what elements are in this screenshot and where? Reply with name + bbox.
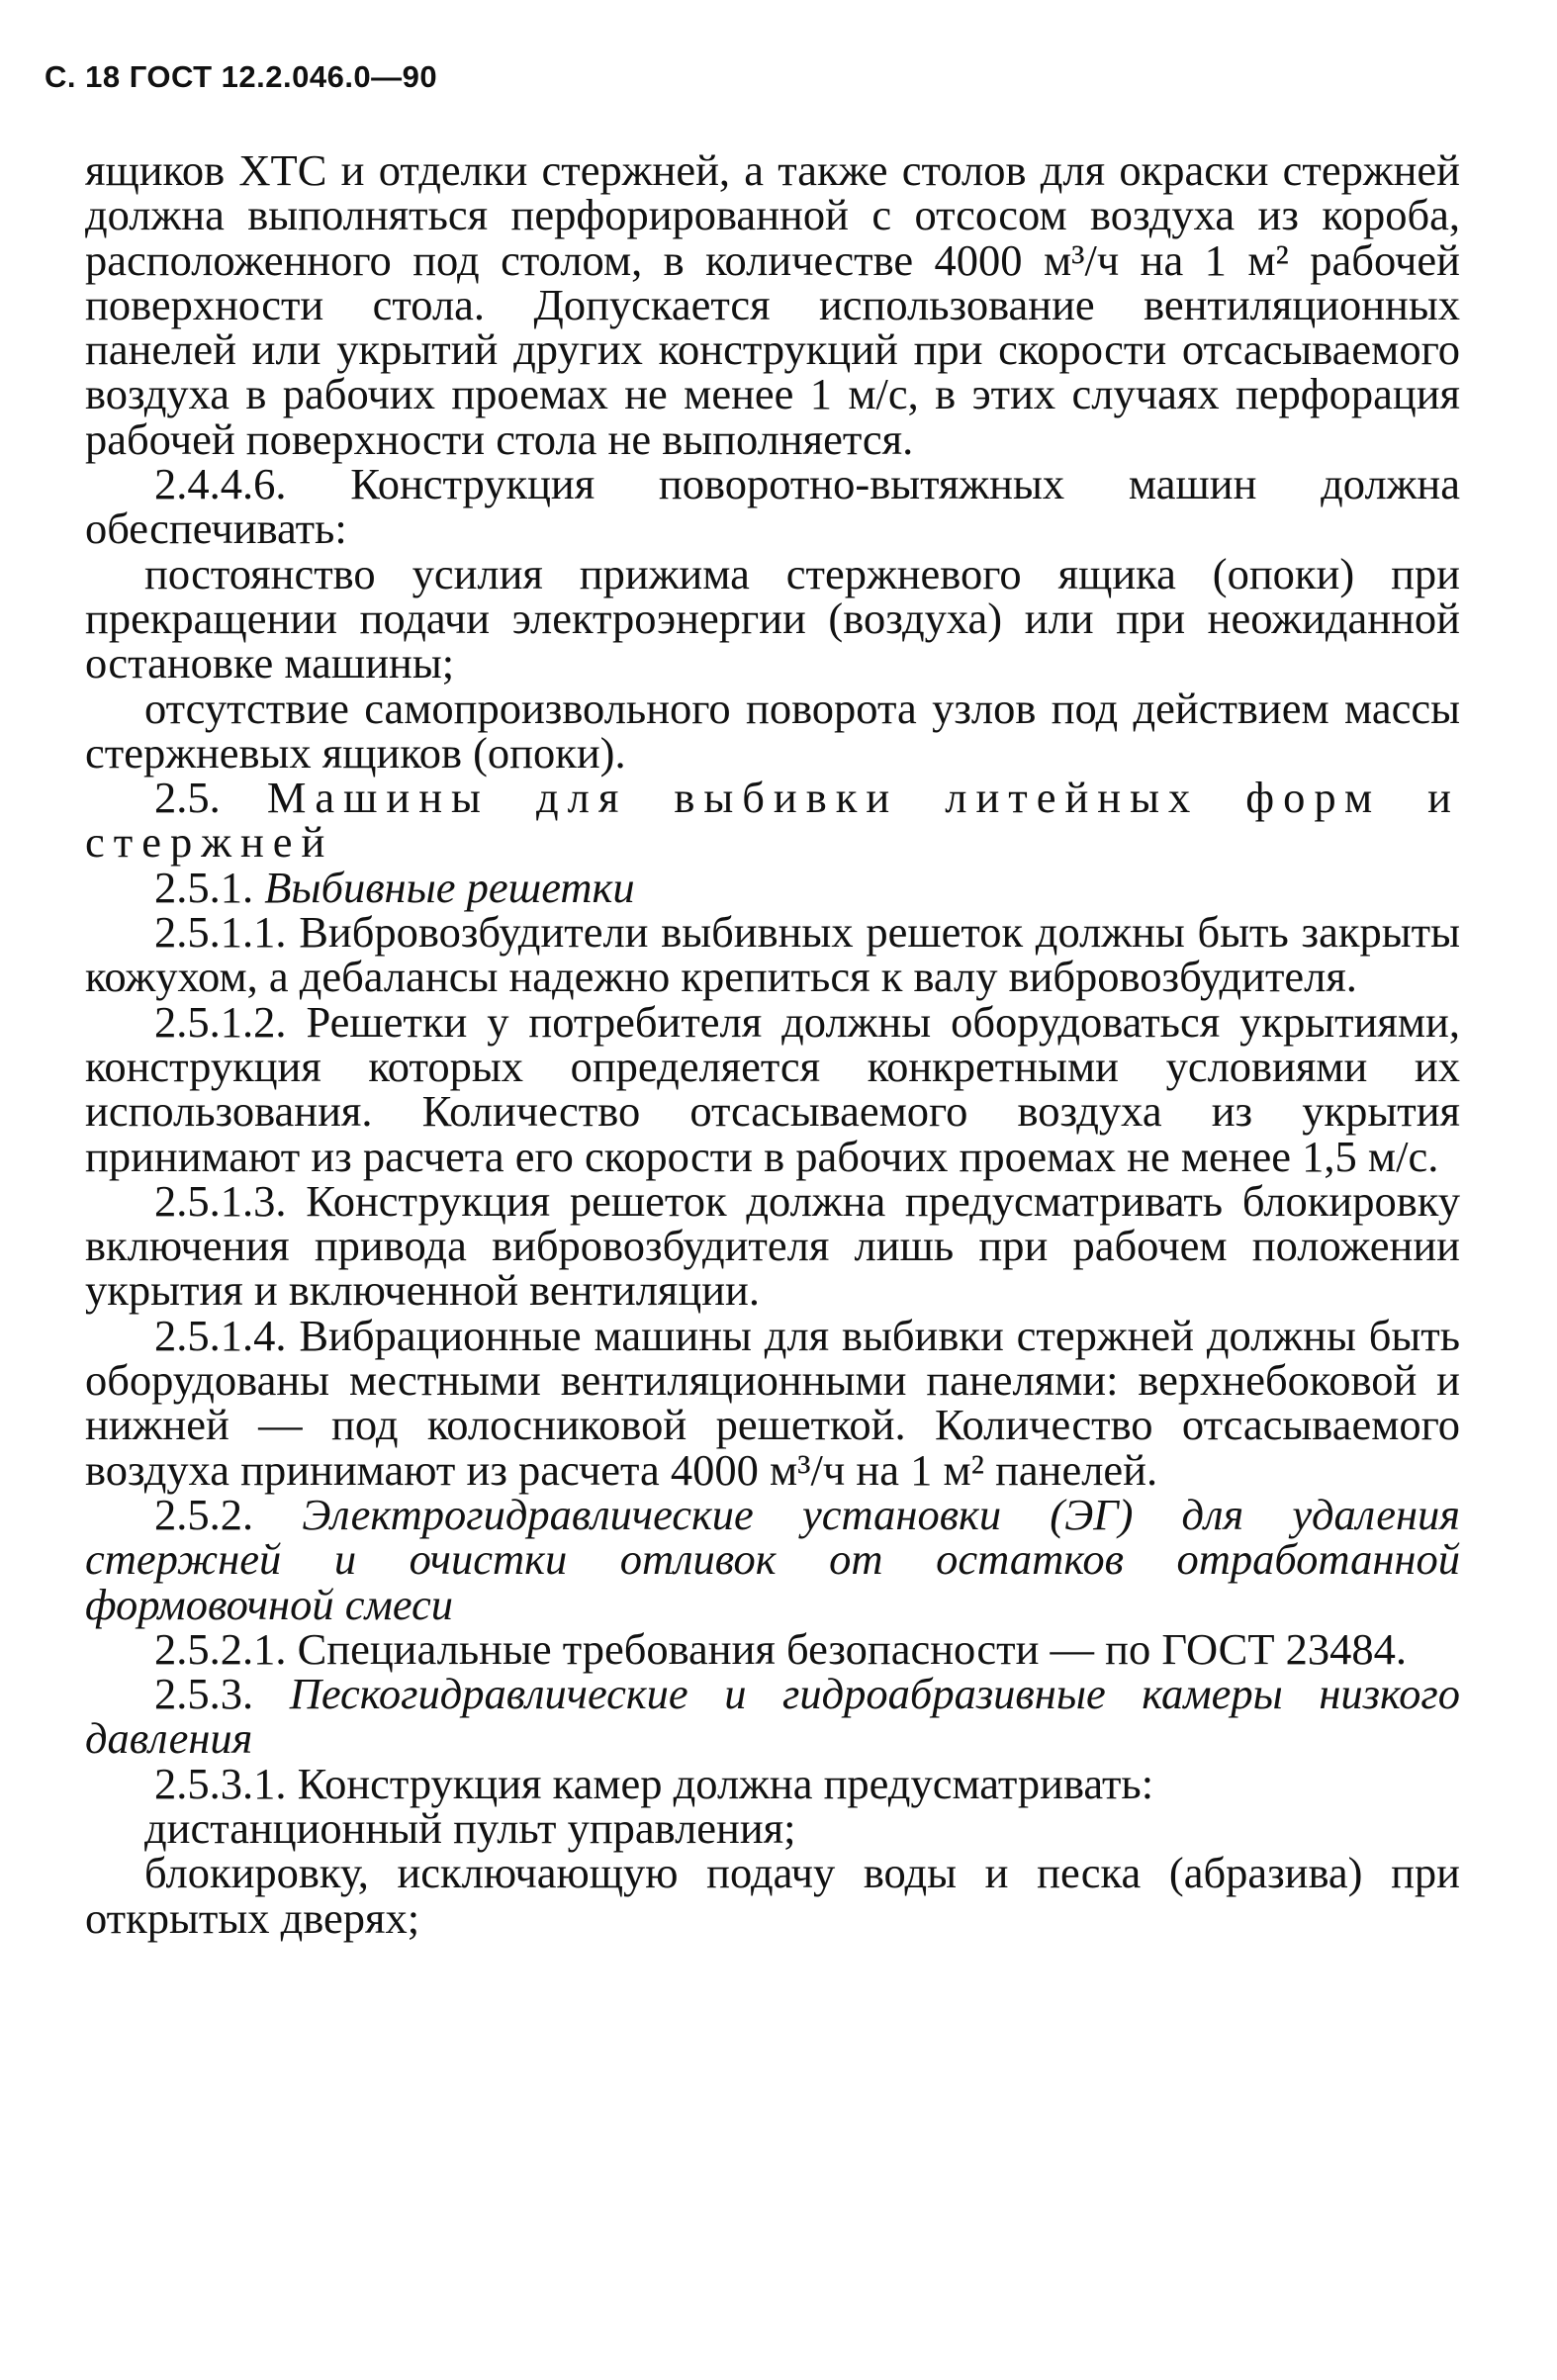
section-title: Выбивные решетки <box>264 862 635 912</box>
clause-2-5-1-4: 2.5.1.4. Вибрационные машины для выбивки стержней должны быть оборудованы местными вентиляционными панелями: верхнебоковой и нижней — под колосниковой решеткой. Количество отсасываемого воздуха принимают из расчета 4000 м³/ч на 1 м² панелей. <box>85 1310 1460 1495</box>
list-item: отсутствие самопроизвольного поворота узлов под действием массы стержневых ящиков (опоки). <box>85 683 1460 778</box>
list-item: блокировку, исключающую подачу воды и песка (абразива) при открытых дверях; <box>85 1848 1460 1943</box>
paragraph-continuation: ящиков ХТС и отделки стержней, а также столов для окраски стержней должна выполняться перфорированной с отсосом воздуха из короба, расположенного под столом, в количестве 4000 м³/ч на 1 м² рабочей поверхности стола. Допускается использование вентиляционных панелей или укрытий других конструкций при скорости отсасываемого воздуха в рабочих проемах не менее 1 м/с, в этих случаях перфорация рабочей поверхности стола не выполняется. <box>85 145 1460 464</box>
section-number: 2.5. <box>154 773 221 823</box>
section-number: 2.5.3. <box>154 1669 254 1719</box>
clause-2-4-4-6: 2.4.4.6. Конструкция поворотно-вытяжных машин должна обеспечивать: <box>85 459 1460 554</box>
section-title: Машины для выбивки литейных форм и стержней <box>85 773 1460 868</box>
section-title: Электрогидравлические установки (ЭГ) для удаления стержней и очистки отливок от остатков отработанной формовочной смеси <box>85 1489 1460 1629</box>
list-item: дистанционный пульт управления; <box>144 1802 796 1853</box>
section-number: 2.5.2. <box>154 1489 254 1539</box>
subsection-heading-2-5-2 <box>85 1489 1460 1629</box>
section-heading-2-5 <box>85 773 1460 868</box>
document-body <box>85 145 1461 1943</box>
clause-2-5-1-1: 2.5.1.1. Вибровозбудители выбивных решеток должны быть закрыты кожухом, а дебалансы надежно крепиться к валу вибровозбудителя. <box>85 907 1460 1002</box>
section-number: 2.5.1. <box>154 862 254 912</box>
list-item: постоянство усилия прижима стержневого ящика (опоки) при прекращении подачи электроэнергии (воздуха) или при неожиданной остановке машины; <box>85 548 1460 688</box>
clause-2-5-2-1: 2.5.2.1. Специальные требования безопасности — по ГОСТ 23484. <box>154 1623 1408 1674</box>
subsection-heading-2-5-3 <box>85 1669 1461 1764</box>
clause-2-5-1-2: 2.5.1.2. Решетки у потребителя должны оборудоваться укрытиями, конструкция которых определяется конкретными условиями их использования. Количество отсасываемого воздуха из укрытия принимают из расчета его скорости в рабочих проемах не менее 1,5 м/с. <box>85 996 1460 1181</box>
page-header: С. 18 ГОСТ 12.2.046.0—90 <box>45 59 438 94</box>
clause-2-5-1-3: 2.5.1.3. Конструкция решеток должна предусматривать блокировку включения привода вибровозбудителя лишь при рабочем положении укрытия и включенной вентиляции. <box>85 1175 1460 1316</box>
clause-2-5-3-1: 2.5.3.1. Конструкция камер должна предусматривать: <box>154 1758 1154 1808</box>
subsection-heading-2-5-1 <box>85 862 1460 912</box>
section-title: Пескогидравлические и гидроабразивные камеры низкого давления <box>85 1669 1461 1764</box>
